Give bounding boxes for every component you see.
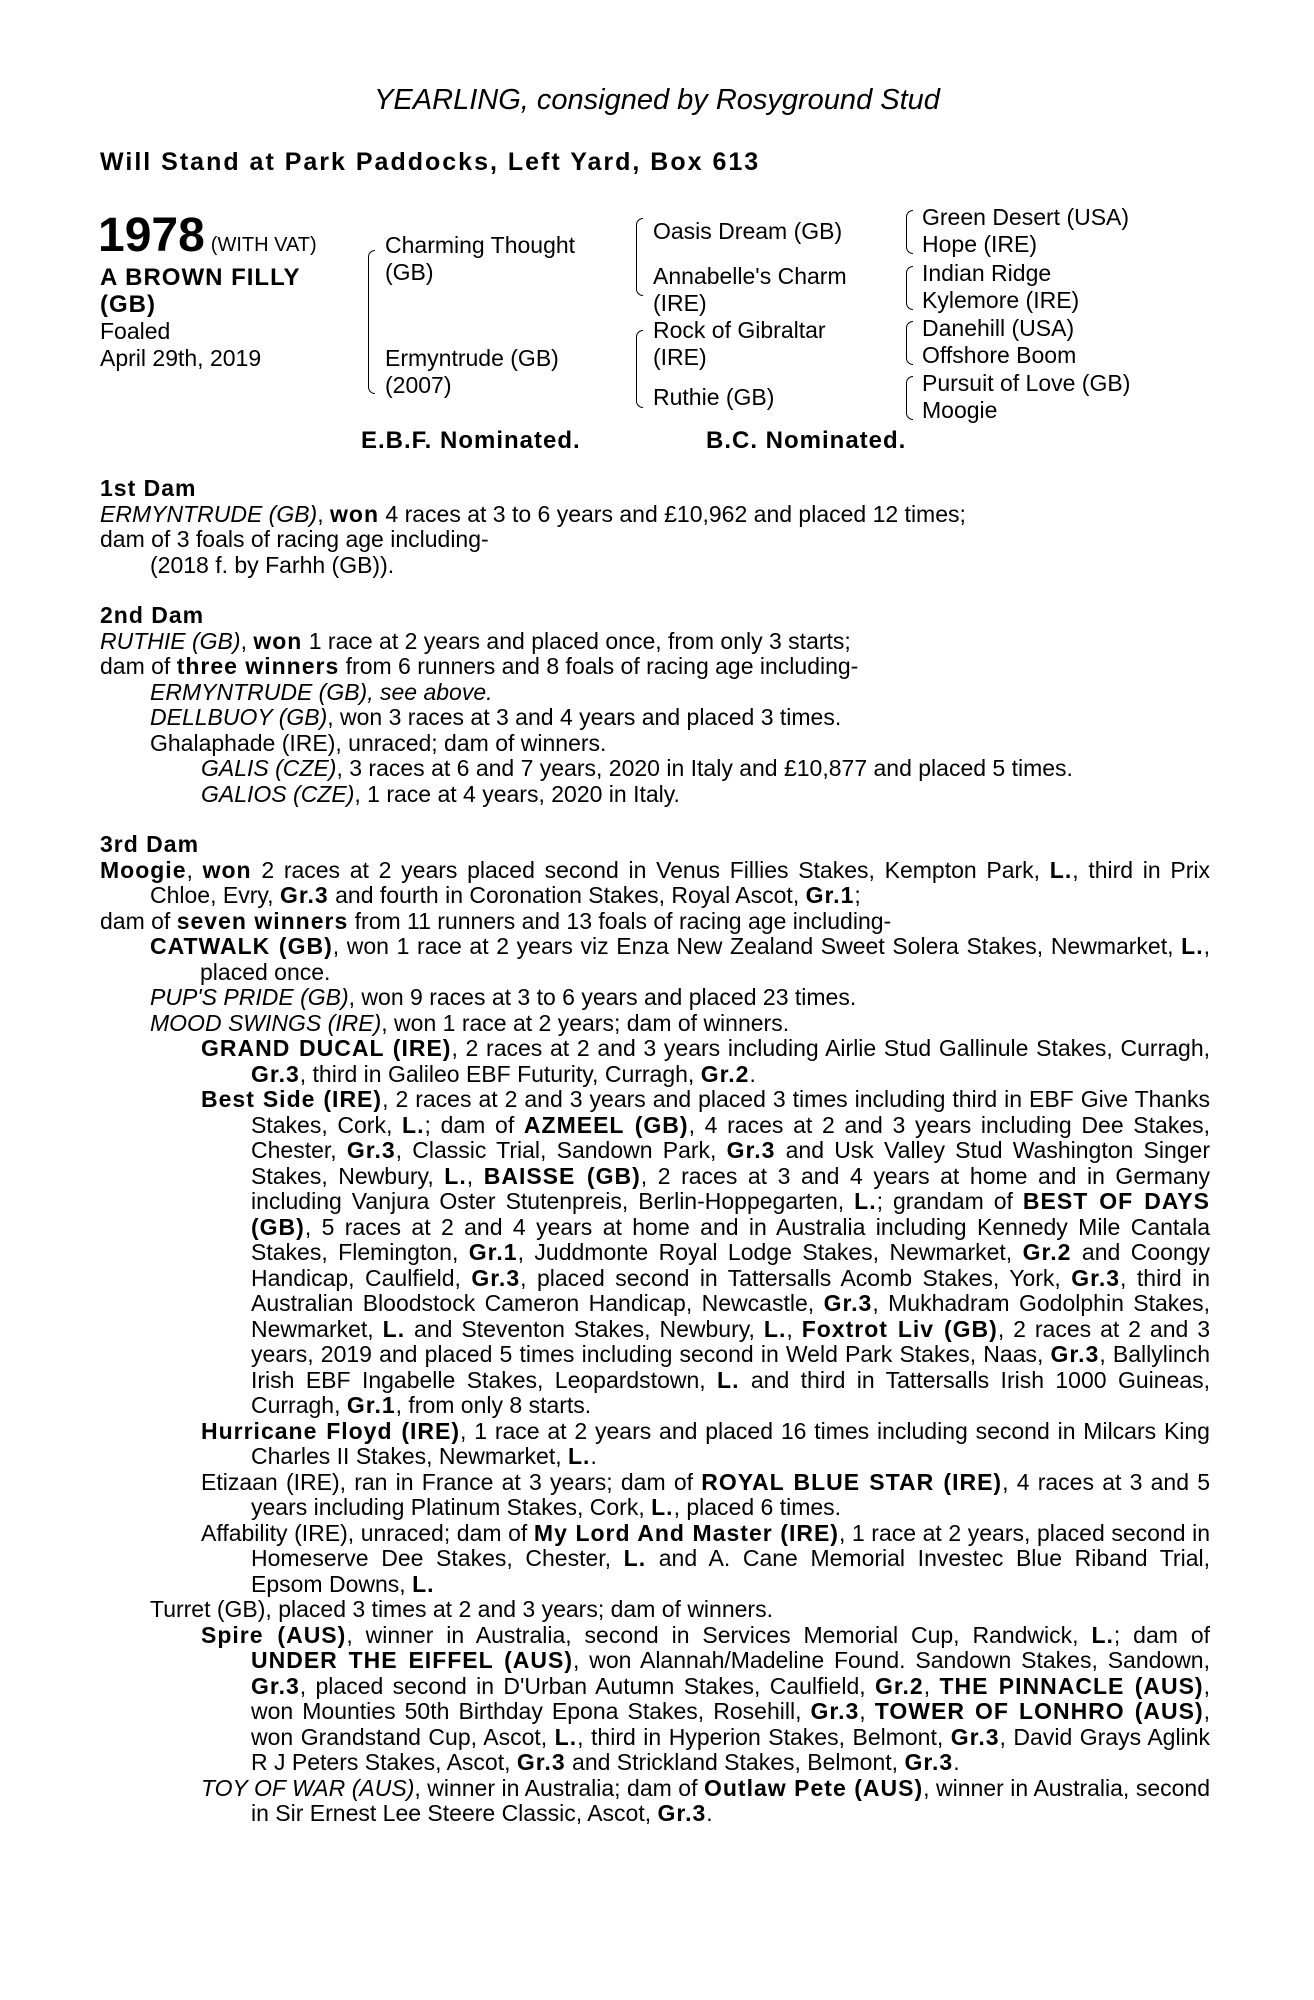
text-run: , third in Hyperion Stakes, Belmont, <box>577 1723 951 1750</box>
text-run: ; <box>854 882 861 908</box>
produce-best-side <box>100 1087 1210 1419</box>
text-run: dam of <box>100 907 177 934</box>
text-run: , third in Prix Chloe, Evry, <box>150 856 1210 908</box>
produce-item <box>100 756 1210 782</box>
pedigree-brace-g3-4 <box>906 376 913 420</box>
produce-turret: Turret (GB), placed 3 times at 2 and 3 years; dam of winners. <box>150 1596 773 1622</box>
text-run: ; grandam of <box>876 1188 1023 1214</box>
pedigree-brace-g3-2 <box>906 266 913 310</box>
bold-run: Gr.3 <box>471 1264 521 1291</box>
ebf-nominated: E.B.F. Nominated. <box>361 427 581 454</box>
horse-name-italic: GALIOS (CZE) <box>201 780 355 807</box>
produce-grand-ducal <box>100 1036 1210 1087</box>
text-run: , <box>466 1162 484 1189</box>
text-run: , Classic Trial, Sandown Park, <box>395 1137 727 1163</box>
text-run: , <box>859 1698 875 1724</box>
bold-run: Best Side (IRE) <box>201 1086 383 1112</box>
dam-sire-country: (IRE) <box>653 344 707 370</box>
text-run: , placed once. <box>200 933 1210 985</box>
text-run: , 2 races at 2 and 3 years and placed 3 times including third in EBF Give Thanks Stakes, Cork, <box>251 1086 1210 1138</box>
bold-run: ROYAL BLUE STAR (IRE) <box>701 1468 1003 1495</box>
bold-run: Gr.2 <box>700 1060 750 1087</box>
bold-run: Gr.3 <box>950 1723 1000 1750</box>
bold-run: Gr.1 <box>346 1392 396 1418</box>
bold-run: L. <box>412 1570 435 1597</box>
bold-run: L. <box>1181 933 1204 959</box>
bold-run: L. <box>763 1315 787 1342</box>
third-dam-record <box>100 858 1210 909</box>
consignment-line: YEARLING, consigned by Rosyground Stud <box>374 84 940 116</box>
third-dam-heading: 3rd Dam <box>100 831 200 857</box>
gen3-7: Pursuit of Love (GB) <box>922 370 1131 396</box>
dam-dam: Ruthie (GB) <box>653 384 775 410</box>
produce-pups-pride <box>100 985 1210 1011</box>
produce-item <box>100 705 1210 731</box>
text-run: , won Grandstand Cup, Ascot, <box>251 1698 1211 1750</box>
dam-name-italic: RUTHIE (GB) <box>100 627 241 654</box>
text-run: , <box>786 1315 802 1342</box>
bold-run: BEST OF DAYS (GB) <box>251 1188 1210 1240</box>
text-run: , 4 races at 2 and 3 years including Dee Stakes, Chester, <box>251 1111 1211 1163</box>
produce-toy-of-war <box>100 1776 1210 1827</box>
pedigree-brace-main <box>368 250 375 394</box>
bold-run: Gr.3 <box>279 882 329 908</box>
first-dam-produce-item: (2018 f. by Farhh (GB)). <box>150 551 395 578</box>
text-run: and Coongy Handicap, Caulfield, <box>251 1239 1211 1291</box>
dam-name-italic: ERMYNTRUDE (GB) <box>100 500 318 527</box>
bold-run: Gr.3 <box>823 1290 873 1316</box>
bold-run: Gr.3 <box>657 1800 707 1826</box>
vat-note: (WITH VAT) <box>210 234 317 256</box>
text-run: , 5 races at 2 and 4 years at home and in Australia including Kennedy Mile Cantala Stakes, Flemington, <box>251 1213 1210 1265</box>
bold-run: Foxtrot Liv (GB) <box>801 1315 998 1342</box>
gen3-3: Indian Ridge <box>922 260 1052 286</box>
italic-run: PUP'S PRIDE (GB) <box>150 984 349 1010</box>
bold-run: won <box>202 856 252 883</box>
gen3-5: Danehill (USA) <box>922 315 1075 341</box>
gen3-2: Hope (IRE) <box>922 231 1038 257</box>
produce-affability <box>100 1521 1210 1598</box>
text-run: , Juddmonte Royal Lodge Stakes, Newmarket, <box>517 1239 1023 1265</box>
text-run: , won Mounties 50th Birthday Epona Stakes, Rosehill, <box>251 1672 1210 1724</box>
gen3-4: Kylemore (IRE) <box>922 287 1080 313</box>
text-run: . <box>590 1443 597 1469</box>
text-run: Etizaan (IRE), ran in France at 3 years; dam of <box>201 1468 702 1495</box>
gen3-6: Offshore Boom <box>922 342 1077 368</box>
text-run: , 2 races at 2 and 3 years including Airlie Stud Gallinule Stakes, Curragh, <box>451 1035 1211 1061</box>
text-run: ; dam of <box>424 1111 524 1138</box>
bold-run: UNDER THE EIFFEL (AUS) <box>251 1647 573 1673</box>
foaled-date: April 29th, 2019 <box>100 345 262 371</box>
text-run: , won 9 races at 3 to 6 years and placed 23 times. <box>348 984 857 1010</box>
text-run: , won Alannah/Madeline Found. Sandown Stakes, Sandown, <box>572 1647 1210 1673</box>
bold-run: L. <box>1091 1621 1114 1648</box>
text-run: 1 race at 2 years and placed once, from only 3 starts; <box>302 627 851 654</box>
bold-run: CATWALK (GB) <box>150 933 333 959</box>
bold-run: Gr.3 <box>726 1137 776 1163</box>
bold-run: Gr.3 <box>810 1698 860 1724</box>
bold-run: L. <box>717 1366 740 1393</box>
catalogue-body <box>100 476 1210 1827</box>
pedigree-brace-sire <box>636 218 643 296</box>
text-run: and A. Cane Memorial Investec Blue Riband Trial, Epsom Downs, <box>251 1545 1210 1597</box>
horse-name-italic: ERMYNTRUDE (GB), see above. <box>150 678 493 705</box>
text-run: , won 1 race at 2 years viz Enza New Zealand Sweet Solera Stakes, Newmarket, <box>332 933 1182 959</box>
gen3-1: Green Desert (USA) <box>922 204 1130 230</box>
text-run: 4 races at 3 to 6 years and £10,962 and placed 12 times; <box>379 500 966 527</box>
winners-count: three winners <box>176 653 340 679</box>
text-run: . <box>749 1060 756 1087</box>
pedigree-brace-g3-1 <box>906 210 913 254</box>
text-run: , Ballylinch Irish EBF Ingabelle Stakes, Leopardstown, <box>251 1341 1211 1393</box>
produce-mood-swings <box>100 1011 1210 1037</box>
bold-run: L. <box>1049 856 1073 883</box>
sire-dam-country: (IRE) <box>653 290 707 316</box>
text-run: Affability (IRE), unraced; dam of <box>201 1519 534 1546</box>
text-run: and third in Tattersalls Irish 1000 Guineas, Curragh, <box>251 1366 1210 1418</box>
dam-name: Ermyntrude (GB) <box>385 345 559 371</box>
bold-run: Gr.3 <box>1050 1341 1100 1367</box>
text-run: from 6 runners and 8 foals of racing age including- <box>339 653 859 679</box>
bold-run: THE PINNACLE (AUS) <box>939 1672 1204 1699</box>
bold-run: L. <box>651 1494 674 1520</box>
text-run: and Usk Valley Stud Washington Singer Stakes, Newbury, <box>251 1137 1210 1189</box>
bold-run: Gr.3 <box>516 1749 566 1775</box>
text-run: , David Grays Aglink R J Peters Stakes, Ascot, <box>251 1723 1210 1775</box>
produce-item: Ghalaphade (IRE), unraced; dam of winners. <box>150 729 607 756</box>
text-run: . <box>706 1800 713 1826</box>
bold-run: Spire (AUS) <box>201 1621 347 1648</box>
text-run: ; dam of <box>1113 1621 1210 1648</box>
text-run: , won 3 races at 3 and 4 years and placed 3 times. <box>327 704 842 730</box>
first-dam-line: ERMYNTRUDE (GB), won 4 races at 3 to 6 years and £10,962 and placed 12 times; <box>100 500 966 527</box>
first-dam-produce-intro: dam of 3 foals of racing age including- <box>100 526 489 552</box>
sex-line: A BROWN FILLY <box>100 264 301 291</box>
text-run: , 2 races at 2 and 3 years, 2019 and placed 5 times including second in Weld Park Stakes, Naas, <box>251 1315 1211 1367</box>
third-dam-produce-intro <box>100 909 1210 935</box>
pedigree-brace-g3-3 <box>906 321 913 365</box>
second-dam-line: RUTHIE (GB), won 1 race at 2 years and placed once, from only 3 starts; <box>100 627 851 654</box>
bold-run: BAISSE (GB) <box>483 1162 641 1189</box>
text-run: , 2 races at 3 and 4 years at home and in Germany including Vanjura Oster Stutenpreis, Berlin-Hoppegarten, <box>251 1162 1211 1214</box>
produce-hurricane-floyd <box>100 1419 1210 1470</box>
bold-run: seven winners <box>176 907 349 934</box>
text-run: , <box>923 1672 940 1699</box>
text-run: , winner in Australia; dam of <box>414 1774 704 1801</box>
produce-etizaan <box>100 1470 1210 1521</box>
text-run: , Mukhadram Godolphin Stakes, Newmarket, <box>251 1290 1210 1342</box>
lot-number <box>98 208 317 263</box>
bold-run: Gr.3 <box>251 1060 300 1087</box>
bold-run: L. <box>623 1545 647 1571</box>
text-run: , winner in Australia, second in Services Memorial Cup, Randwick, <box>346 1621 1092 1648</box>
produce-item <box>100 680 1210 706</box>
country-line: (GB) <box>100 291 156 318</box>
bold-run: Gr.3 <box>346 1137 396 1163</box>
sire-country: (GB) <box>385 259 434 285</box>
text-run: , 1 race at 2 years and placed 16 times including second in Milcars King Charles II Stakes, Newmarket, <box>251 1417 1210 1469</box>
bold-run: TOWER OF LONHRO (AUS) <box>874 1698 1204 1724</box>
text-run: , winner in Australia, second in Sir Ernest Lee Steere Classic, Ascot, <box>251 1774 1210 1826</box>
lot-description <box>100 264 301 318</box>
text-run: , third in Australian Bloodstock Cameron Handicap, Newcastle, <box>251 1264 1210 1316</box>
dam-year: (2007) <box>385 372 452 398</box>
sire-name: Charming Thought <box>385 232 576 258</box>
horse-name-italic: DELLBUOY (GB) <box>150 704 328 730</box>
bold-run: Gr.1 <box>805 882 855 908</box>
bold-run: Gr.2 <box>1022 1239 1072 1265</box>
text-run: , 1 race at 2 years, placed second in Homeserve Dee Stakes, Chester, <box>251 1519 1210 1571</box>
text-run: , 4 races at 3 and 5 years including Platinum Stakes, Cork, <box>251 1468 1211 1520</box>
text-run: and fourth in Coronation Stakes, Royal Ascot, <box>328 882 806 908</box>
text-run: , won 1 race at 2 years; dam of winners. <box>381 1009 790 1036</box>
bold-run: Gr.3 <box>1071 1264 1121 1291</box>
bold-run: AZMEEL (GB) <box>523 1111 689 1138</box>
produce-catwalk <box>100 934 1210 985</box>
text-run: and Steventon Stakes, Newbury, <box>405 1315 764 1342</box>
text-run: , from only 8 starts. <box>395 1392 592 1418</box>
second-dam-produce-intro <box>100 654 1210 680</box>
stand-location: Will Stand at Park Paddocks, Left Yard, Box 613 <box>100 148 761 176</box>
gen3-8: Moogie <box>922 397 998 423</box>
bold-run: Gr.3 <box>251 1672 300 1699</box>
bold-run: L. <box>854 1188 877 1214</box>
produce-item <box>100 782 1210 808</box>
bold-run: Gr.3 <box>904 1749 954 1775</box>
lot-number-value: 1978 <box>98 209 205 262</box>
text-run: , 3 races at 6 and 7 years, 2020 in Italy and £10,877 and placed 5 times. <box>336 755 1073 781</box>
bc-nominated: B.C. Nominated. <box>706 427 907 454</box>
italic-run: TOY OF WAR (AUS) <box>201 1774 415 1801</box>
bold-run: Gr.1 <box>468 1239 518 1265</box>
bold-run: Gr.2 <box>874 1672 924 1699</box>
text-run: , placed second in D'Urban Autumn Stakes, Caulfield, <box>299 1672 875 1699</box>
text-run: 2 races at 2 years placed second in Venus Fillies Stakes, Kempton Park, <box>251 856 1050 883</box>
second-dam-heading: 2nd Dam <box>100 602 205 628</box>
text-run: , 1 race at 4 years, 2020 in Italy. <box>354 780 680 807</box>
produce-spire <box>100 1623 1210 1776</box>
text-run: from 11 runners and 13 foals of racing age including- <box>348 907 892 934</box>
bold-run: My Lord And Master (IRE) <box>533 1519 839 1546</box>
pedigree-brace-dam <box>636 330 643 408</box>
text-run: and Strickland Stakes, Belmont, <box>565 1749 905 1775</box>
bold-run: Moogie <box>100 856 187 883</box>
dam-sire: Rock of Gibraltar <box>653 317 826 343</box>
sire-dam: Annabelle's Charm <box>653 263 847 289</box>
first-dam-heading: 1st Dam <box>100 475 197 501</box>
text-run: , third in Galileo EBF Futurity, Curragh, <box>299 1060 701 1087</box>
bold-run: GRAND DUCAL (IRE) <box>201 1035 452 1061</box>
won-text: won <box>253 627 303 654</box>
sire-sire: Oasis Dream (GB) <box>653 218 843 244</box>
bold-run: L. <box>382 1315 406 1342</box>
text-run: . <box>953 1749 960 1775</box>
bold-run: L. <box>568 1443 591 1469</box>
text-run: , placed second in Tattersalls Acomb Stakes, York, <box>520 1264 1072 1291</box>
foaled-info <box>100 318 261 372</box>
horse-name-italic: GALIS (CZE) <box>201 755 337 781</box>
text-run: dam of <box>100 653 177 679</box>
bold-run: L. <box>444 1162 467 1189</box>
text-run: , <box>186 856 203 883</box>
bold-run: Outlaw Pete (AUS) <box>703 1774 924 1801</box>
won-text: won <box>330 500 380 527</box>
bold-run: L. <box>554 1723 578 1750</box>
bold-run: Hurricane Floyd (IRE) <box>201 1417 460 1444</box>
text-run: , placed 6 times. <box>673 1494 842 1520</box>
foaled-label: Foaled <box>100 318 171 344</box>
bold-run: L. <box>402 1111 425 1138</box>
italic-run: MOOD SWINGS (IRE) <box>150 1009 382 1036</box>
